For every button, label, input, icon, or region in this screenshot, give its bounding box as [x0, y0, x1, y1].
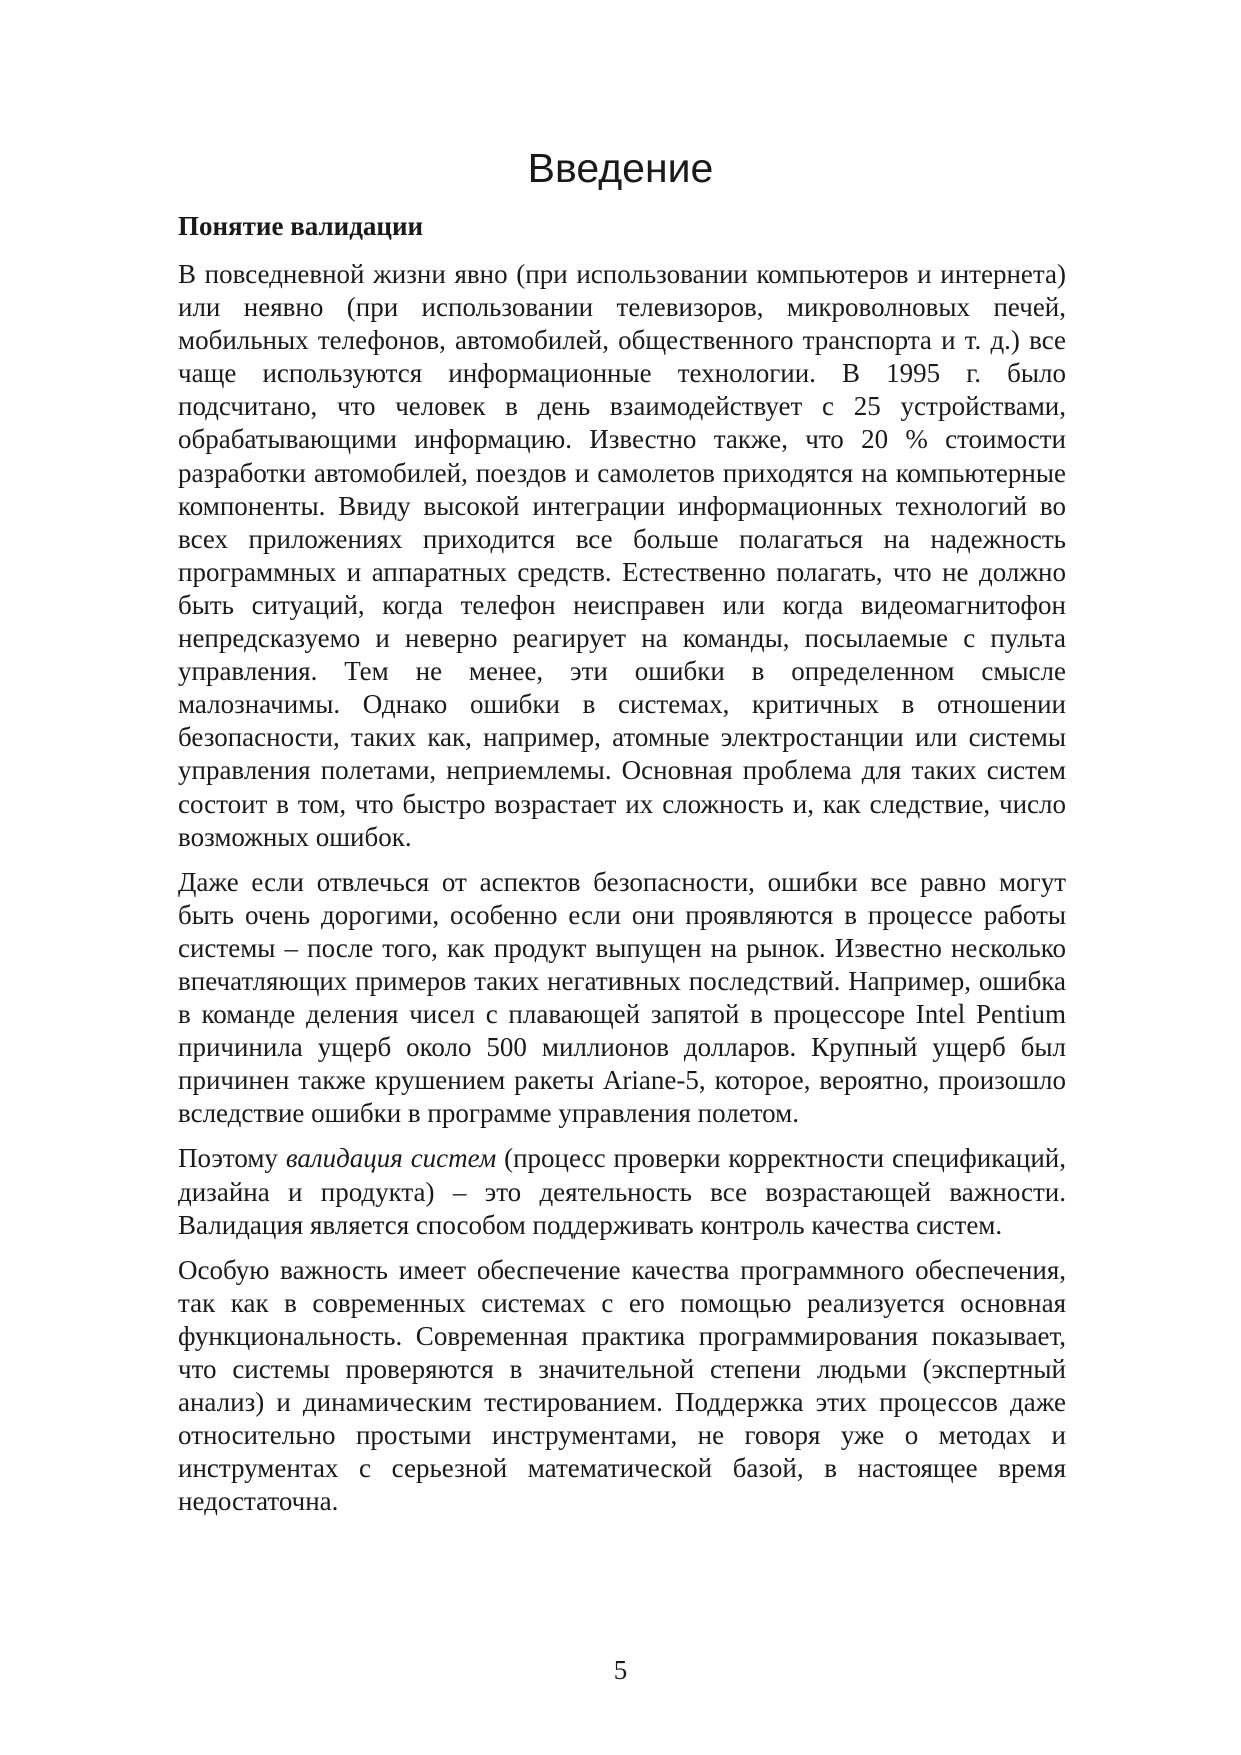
paragraph-3-emphasis: валидация систем: [285, 1143, 497, 1174]
paragraph-4: Особую важность имеет обеспечение качества программного обеспечения, так как в современных системах с его помощью реализуется основная функциональность. Современная практика программирования показывает, что системы проверяются в значительной степени людьми (экспертный анализ) и динамическим тестированием. Поддержка этих процессов даже относительно простыми инструментами, не говоря уже о методах и инструментах с серьезной математической базой, в настоящее время недостаточна.: [178, 1254, 1066, 1517]
paragraph-3-after: (процесс проверки корректности спецификаций, дизайна и продукта) – это деятельность все возрастающей важности. Валидация является способом поддерживать контроль качества систем.: [178, 1143, 1066, 1240]
chapter-title: Введение: [527, 145, 714, 191]
page-content: [178, 210, 1066, 1530]
paragraph-2: Даже если отвлечься от аспектов безопасности, ошибки все равно могут быть очень дорогими, особенно если они проявляются в процессе работы системы – после того, как продукт выпущен на рынок. Известно несколько впечатляющих примеров таких негативных последствий. Например, ошибка в команде деления чисел с плавающей запятой в процессоре Intel Pentium причинила ущерб около 500 миллионов долларов. Крупный ущерб был причинен также крушением ракеты Ariane-5, которое, вероятно, произошло вследствие ошибки в программе управления полетом.: [178, 866, 1066, 1129]
section-heading: Понятие валидации: [178, 211, 424, 241]
paragraph-3: [178, 1142, 1066, 1241]
paragraph-1: В повседневной жизни явно (при использовании компьютеров и интернета) или неявно (при использовании телевизоров, микроволновых печей, мобильных телефонов, автомобилей, общественного транспорта и т. д.) все чаще используются информационные технологии. В 1995 г. было подсчитано, что человек в день взаимодействует с 25 устройствами, обрабатывающими информацию. Известно также, что 20 % стоимости разработки автомобилей, поездов и самолетов приходятся на компьютерные компоненты. Ввиду высокой интеграции информационных технологий во всех приложениях приходится все больше полагаться на надежность программных и аппаратных средств. Естественно полагать, что не должно быть ситуаций, когда телефон неисправен или когда видеомагнитофон непредсказуемо и неверно реагирует на команды, посылаемые с пульта управления. Тем не менее, эти ошибки в определенном смысле малозначимы. Однако ошибки в системах, критичных в отношении безопасности, таких как, например, атомные электростанции или системы управления полетами, неприемлемы. Основная проблема для таких систем состоит в том, что быстро возрастает их сложность и, как следствие, число возможных ошибок.: [178, 259, 1066, 852]
paragraph-3-before: Поэтому: [178, 1143, 286, 1174]
page-number: 5: [613, 1655, 628, 1685]
